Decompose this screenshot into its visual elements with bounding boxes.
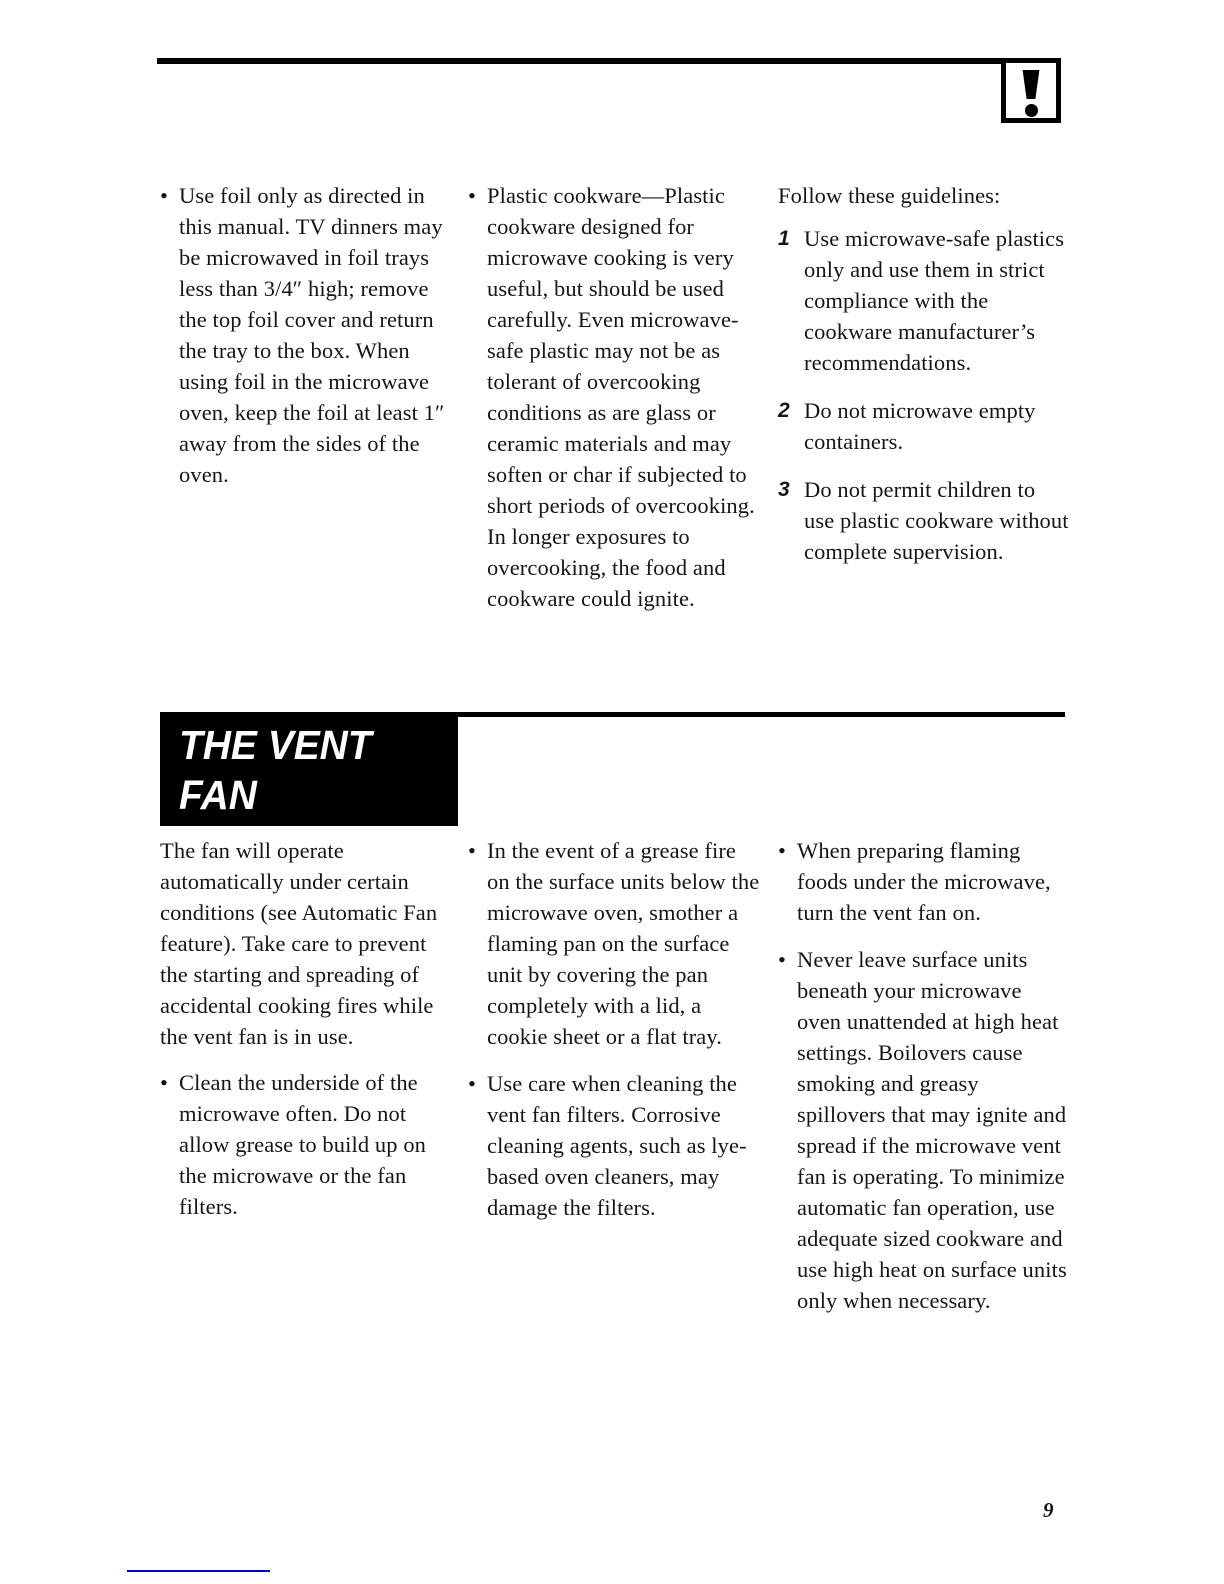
bullet-glyph: • <box>468 1071 476 1096</box>
vent-fan-bullet-text: Clean the underside of the microwave often. Do not allow grease to build up on the microwave or the fan filters. <box>179 1070 427 1219</box>
plastic-cookware-column <box>468 180 764 630</box>
guideline-text: Do not microwave empty containers. <box>804 398 1036 454</box>
foil-guidance-text: Use foil only as directed in this manual. TV dinners may be microwaved in foil trays less than 3/4″ high; remove the top foil cover and return the tray to the box. When using foil in the microwave oven, keep the foil at least 1″ away from the sides of the oven. <box>179 183 445 487</box>
list-item <box>160 1067 452 1222</box>
section-title <box>160 712 443 820</box>
guideline-item <box>778 395 1070 457</box>
foil-guidance-column <box>160 180 452 506</box>
vent-fan-bullet-text: In the event of a grease fire on the surface units below the microwave oven, smother a flaming pan on the surface unit by covering the pan completely with a lid, a cookie sheet or a flat tray. <box>487 838 760 1049</box>
guideline-text: Use microwave-safe plastics only and use them in strict compliance with the cookware manufacturer’s recommendations. <box>804 226 1065 375</box>
vent-fan-column-3 <box>778 835 1070 1332</box>
vent-fan-bullet-text: When preparing flaming foods under the microwave, turn the vent fan on. <box>797 838 1051 925</box>
section-banner-vent-fan <box>160 712 458 826</box>
list-item <box>778 835 1070 928</box>
guideline-item <box>778 223 1070 378</box>
list-item <box>468 835 764 1052</box>
vent-fan-paragraph: The fan will operate automatically under certain conditions (see Automatic Fan feature). Take care to prevent the starting and spreading of accidental cooking fires while the vent fan is in use. <box>160 838 438 1049</box>
plastic-cookware-text: Plastic cookware—Plastic cookware designed for microwave cooking is very useful, but should be used carefully. Even microwave-safe plastic may not be as tolerant of overcooking conditions as are glass or ceramic materials and may soften or char if subjected to short periods of overcooking. In longer exposures to overcooking, the food and cookware could ignite. <box>487 183 755 611</box>
exclamation-bar <box>1021 70 1041 99</box>
guideline-text: Do not permit children to use plastic cookware without complete supervision. <box>804 477 1069 564</box>
list-item <box>468 180 764 614</box>
guidelines-column <box>778 180 1070 584</box>
list-item <box>468 1068 764 1223</box>
list-item <box>778 944 1070 1316</box>
exclamation-dot <box>1025 104 1038 117</box>
top-divider-rule <box>157 58 1002 64</box>
guideline-number: 3 <box>778 478 790 501</box>
vent-fan-bullet-text: Use care when cleaning the vent fan filters. Corrosive cleaning agents, such as lye-based oven cleaners, may damage the filters. <box>487 1071 747 1220</box>
bullet-glyph: • <box>468 838 476 863</box>
section-divider-rule <box>458 712 1065 717</box>
vent-fan-bullet-text: Never leave surface units beneath your microwave oven unattended at high heat settings. Boilovers cause smoking and greasy spillovers that may ignite and spread if the microwave vent fan is operating. To minimize automatic fan operation, use adequate sized cookware and use high heat on surface units only when necessary. <box>797 947 1067 1313</box>
section-title-line2: FAN <box>179 772 257 818</box>
hyperlink-underline[interactable] <box>127 1570 270 1572</box>
vent-fan-column-1 <box>160 835 452 1238</box>
guideline-number: 2 <box>778 399 790 422</box>
list-item <box>160 180 452 490</box>
bullet-glyph: • <box>160 1070 168 1095</box>
warning-exclamation-icon <box>1001 58 1061 123</box>
bullet-glyph: • <box>468 183 476 208</box>
bullet-glyph: • <box>778 947 786 972</box>
vent-fan-column-2 <box>468 835 764 1239</box>
guideline-item <box>778 474 1070 567</box>
bullet-glyph: • <box>778 838 786 863</box>
guidelines-intro: Follow these guidelines: <box>778 183 1001 208</box>
guideline-number: 1 <box>778 227 790 250</box>
section-title-line1: THE VENT <box>179 722 372 768</box>
page-number: 9 <box>1043 1498 1054 1522</box>
bullet-glyph: • <box>160 183 168 208</box>
